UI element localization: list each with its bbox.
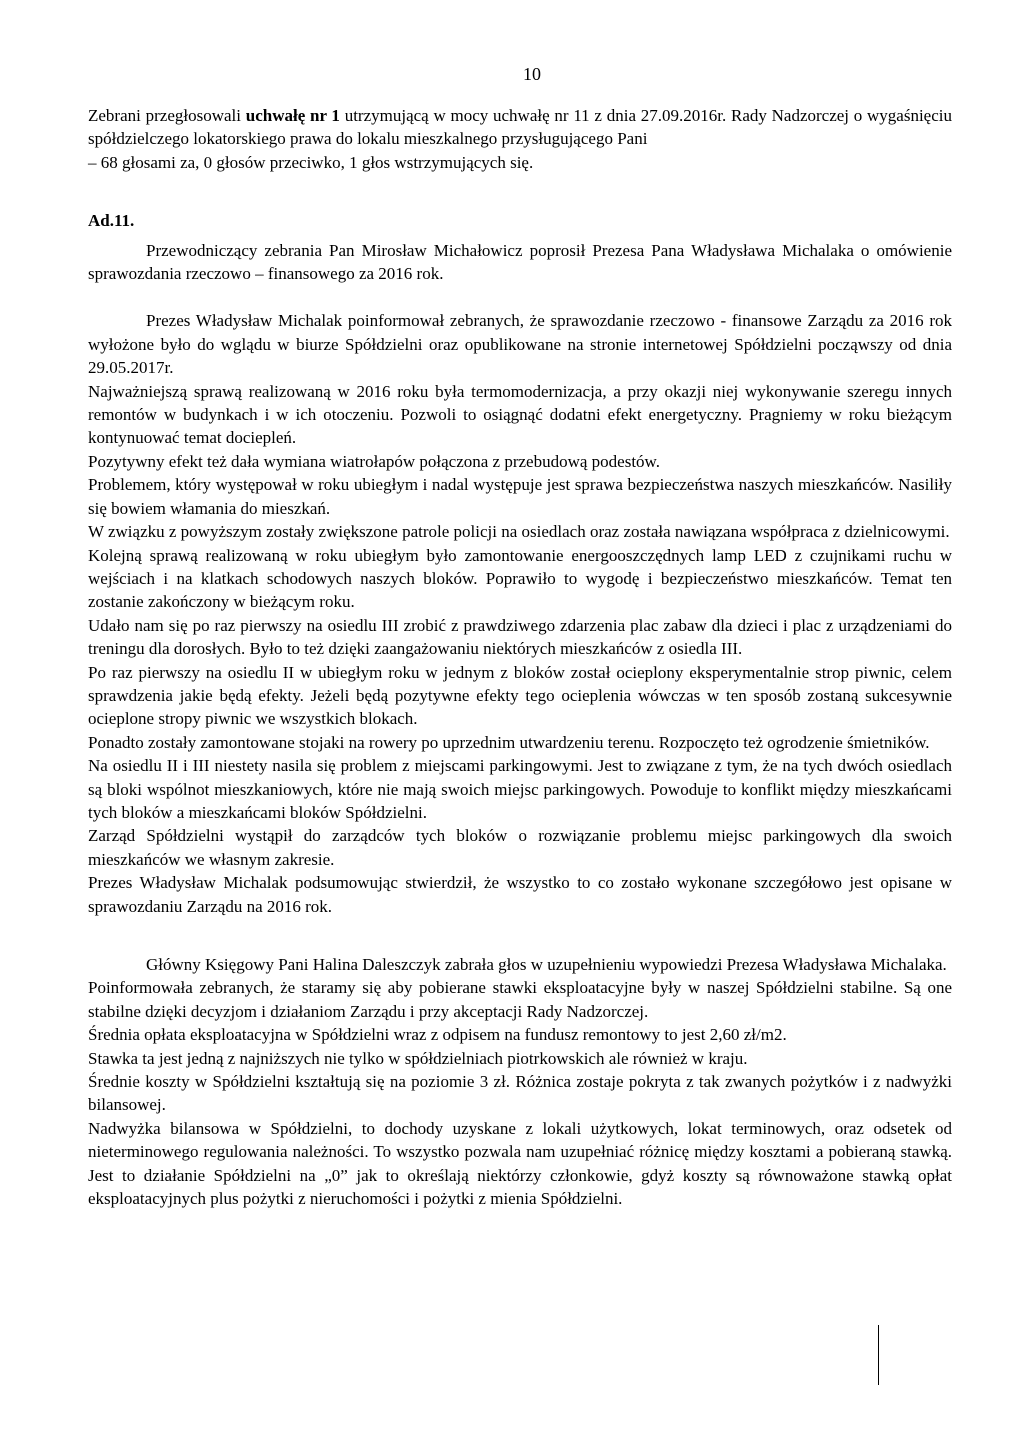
report-paragraph: Problemem, który występował w roku ubiegłym i nadal występuje jest sprawa bezpieczeństwa naszych mieszkańców. Nasiliły się bowiem włamania do mieszkań. xyxy=(88,475,952,518)
report-paragraph: Prezes Władysław Michalak poinformował zebranych, że sprawozdanie rzeczowo - finansowe Zarządu za 2016 rok wyłożone było do wglądu w biurze Spółdzielni oraz opublikowane na stronie internetowej Spółdzielni począwszy od dnia 29.05.2017r. xyxy=(88,311,952,378)
report-paragraph: Na osiedlu II i III niestety nasila się problem z miejscami parkingowymi. Jest to związane z tym, że na tych dwóch osiedlach są bloki wspólnot mieszkaniowych, które nie mają swoich miejsc parkingowych. Powoduje to konflikt między mieszkańcami tych bloków a mieszkańcami bloków Spółdzielni. xyxy=(88,756,952,822)
page-number: 10 xyxy=(523,64,541,84)
finance-paragraph: Średnie koszty w Spółdzielni kształtują się na poziomie 3 zł. Różnica zostaje pokryta z tak zwanych pożytków i z nadwyżki bilansowej. xyxy=(88,1072,952,1115)
finance-paragraph: Nadwyżka bilansowa w Spółdzielni, to dochody uzyskane z lokali użytkowych, lokat terminowych, oraz odsetek od nieterminowego regulowania należności. To wszystko pozwala nam uzupełniać różnicę między kosztami a pobieraną stawką. Jest to działanie Spółdzielni na „0” jak to określają niektórzy członkowie, gdyż koszty są równoważone stawką opłat eksploatacyjnych plus pożytki z nieruchomości i pożytki z mienia Spółdzielni. xyxy=(88,1118,952,1209)
finance-paragraph: Średnia opłata eksploatacyjna w Spółdzielni wraz z odpisem na fundusz remontowy to jest 2,60 zł/m2. xyxy=(88,1025,787,1045)
resolution-paragraph xyxy=(88,104,952,151)
report-paragraph: Pozytywny efekt też dała wymiana wiatrołapów połączona z przebudową podestów. xyxy=(88,451,660,471)
margin-line xyxy=(878,1325,879,1385)
report-paragraph: Najważniejszą sprawą realizowaną w 2016 roku była termomodernizacja, a przy okazji niej wykonywanie szeregu innych remontów w budynkach i w ich otoczeniu. Pozwoli to osiągnąć dodatni efekt energetyczny. Pragniemy w roku bieżącym kontynuować temat dociepleń. xyxy=(88,381,952,448)
accountant-intro: Główny Księgowy Pani Halina Daleszczyk zabrała głos w uzupełnieniu wypowiedzi Prezesa Władysława Michalaka. xyxy=(146,955,947,974)
document-body xyxy=(88,104,952,1210)
report-paragraph: Ponadto zostały zamontowane stojaki na rowery po uprzednim utwardzeniu terenu. Rozpoczęto też ogrodzenie śmietników. xyxy=(88,732,930,752)
report-paragraph: Udało nam się po raz pierwszy na osiedlu III zrobić z prawdziwego zdarzenia plac zabaw dla dzieci i plac z urządzeniami do treningu dla dorosłych. Było to też dzięki zaangażowaniu niektórych mieszkańców z osiedla III. xyxy=(88,615,952,659)
chairman-intro: Przewodniczący zebrania Pan Mirosław Michałowicz poprosił Prezesa Pana Władysława Michalaka o omówienie sprawozdania rzeczowo – finansowego za 2016 rok. xyxy=(88,240,952,284)
agenda-item-heading: Ad.11. xyxy=(88,211,135,231)
report-paragraph: Prezes Władysław Michalak podsumowując stwierdził, że wszystko to co zostało wykonane szczegółowo jest opisane w sprawozdaniu Zarządu na 2016 rok. xyxy=(88,873,952,916)
resolution-text-start: Zebrani przegłosowali xyxy=(88,106,246,125)
report-paragraph: Po raz pierwszy na osiedlu II w ubiegłym roku w jednym z bloków został ocieplony eksperymentalnie strop piwnic, celem sprawdzenia jakie będą efekty. Jeżeli będą pozytywne efekty tego ocieplenia wówczas w ten sposób zostaną sukcesywnie ocieplone stropy piwnic we wszystkich blokach. xyxy=(88,662,952,729)
report-paragraph: Kolejną sprawą realizowaną w roku ubiegłym było zamontowanie energooszczędnych lamp LED z czujnikami ruchu w wejściach i na klatkach schodowych naszych bloków. Poprawiło to wygodę i bezpieczeństwo mieszkańców. Temat ten zostanie zakończony w bieżącym roku. xyxy=(88,545,952,612)
finance-paragraph: Stawka ta jest jedną z najniższych nie tylko w spółdzielniach piotrkowskich ale również w kraju. xyxy=(88,1048,748,1068)
resolution-number: uchwałę nr 1 xyxy=(245,106,340,125)
vote-result: – 68 głosami za, 0 głosów przeciwko, 1 głos wstrzymujących się. xyxy=(88,152,534,172)
report-paragraph: Zarząd Spółdzielni wystąpił do zarządców tych bloków o rozwiązanie problemu miejsc parkingowych dla swoich mieszkańców we własnym zakresie. xyxy=(88,826,952,869)
finance-paragraph: Poinformowała zebranych, że staramy się aby pobierane stawki eksploatacyjne były w naszej Spółdzielni stabilne. Są one stabilne dzięki decyzjom i działaniom Zarządu i przy akceptacji Rady Nadzorczej. xyxy=(88,978,952,1021)
report-paragraph: W związku z powyższym zostały zwiększone patrole policji na osiedlach oraz została nawiązana współpraca z dzielnicowymi. xyxy=(88,522,950,542)
resolution-text-rest: utrzymującą w mocy uchwałę nr 11 z dnia 27.09.2016r. Rady Nadzorczej o wygaśnięciu spółdzielczego lokatorskiego prawa do lokalu mieszkalnego przysługującego Pani xyxy=(88,106,952,149)
